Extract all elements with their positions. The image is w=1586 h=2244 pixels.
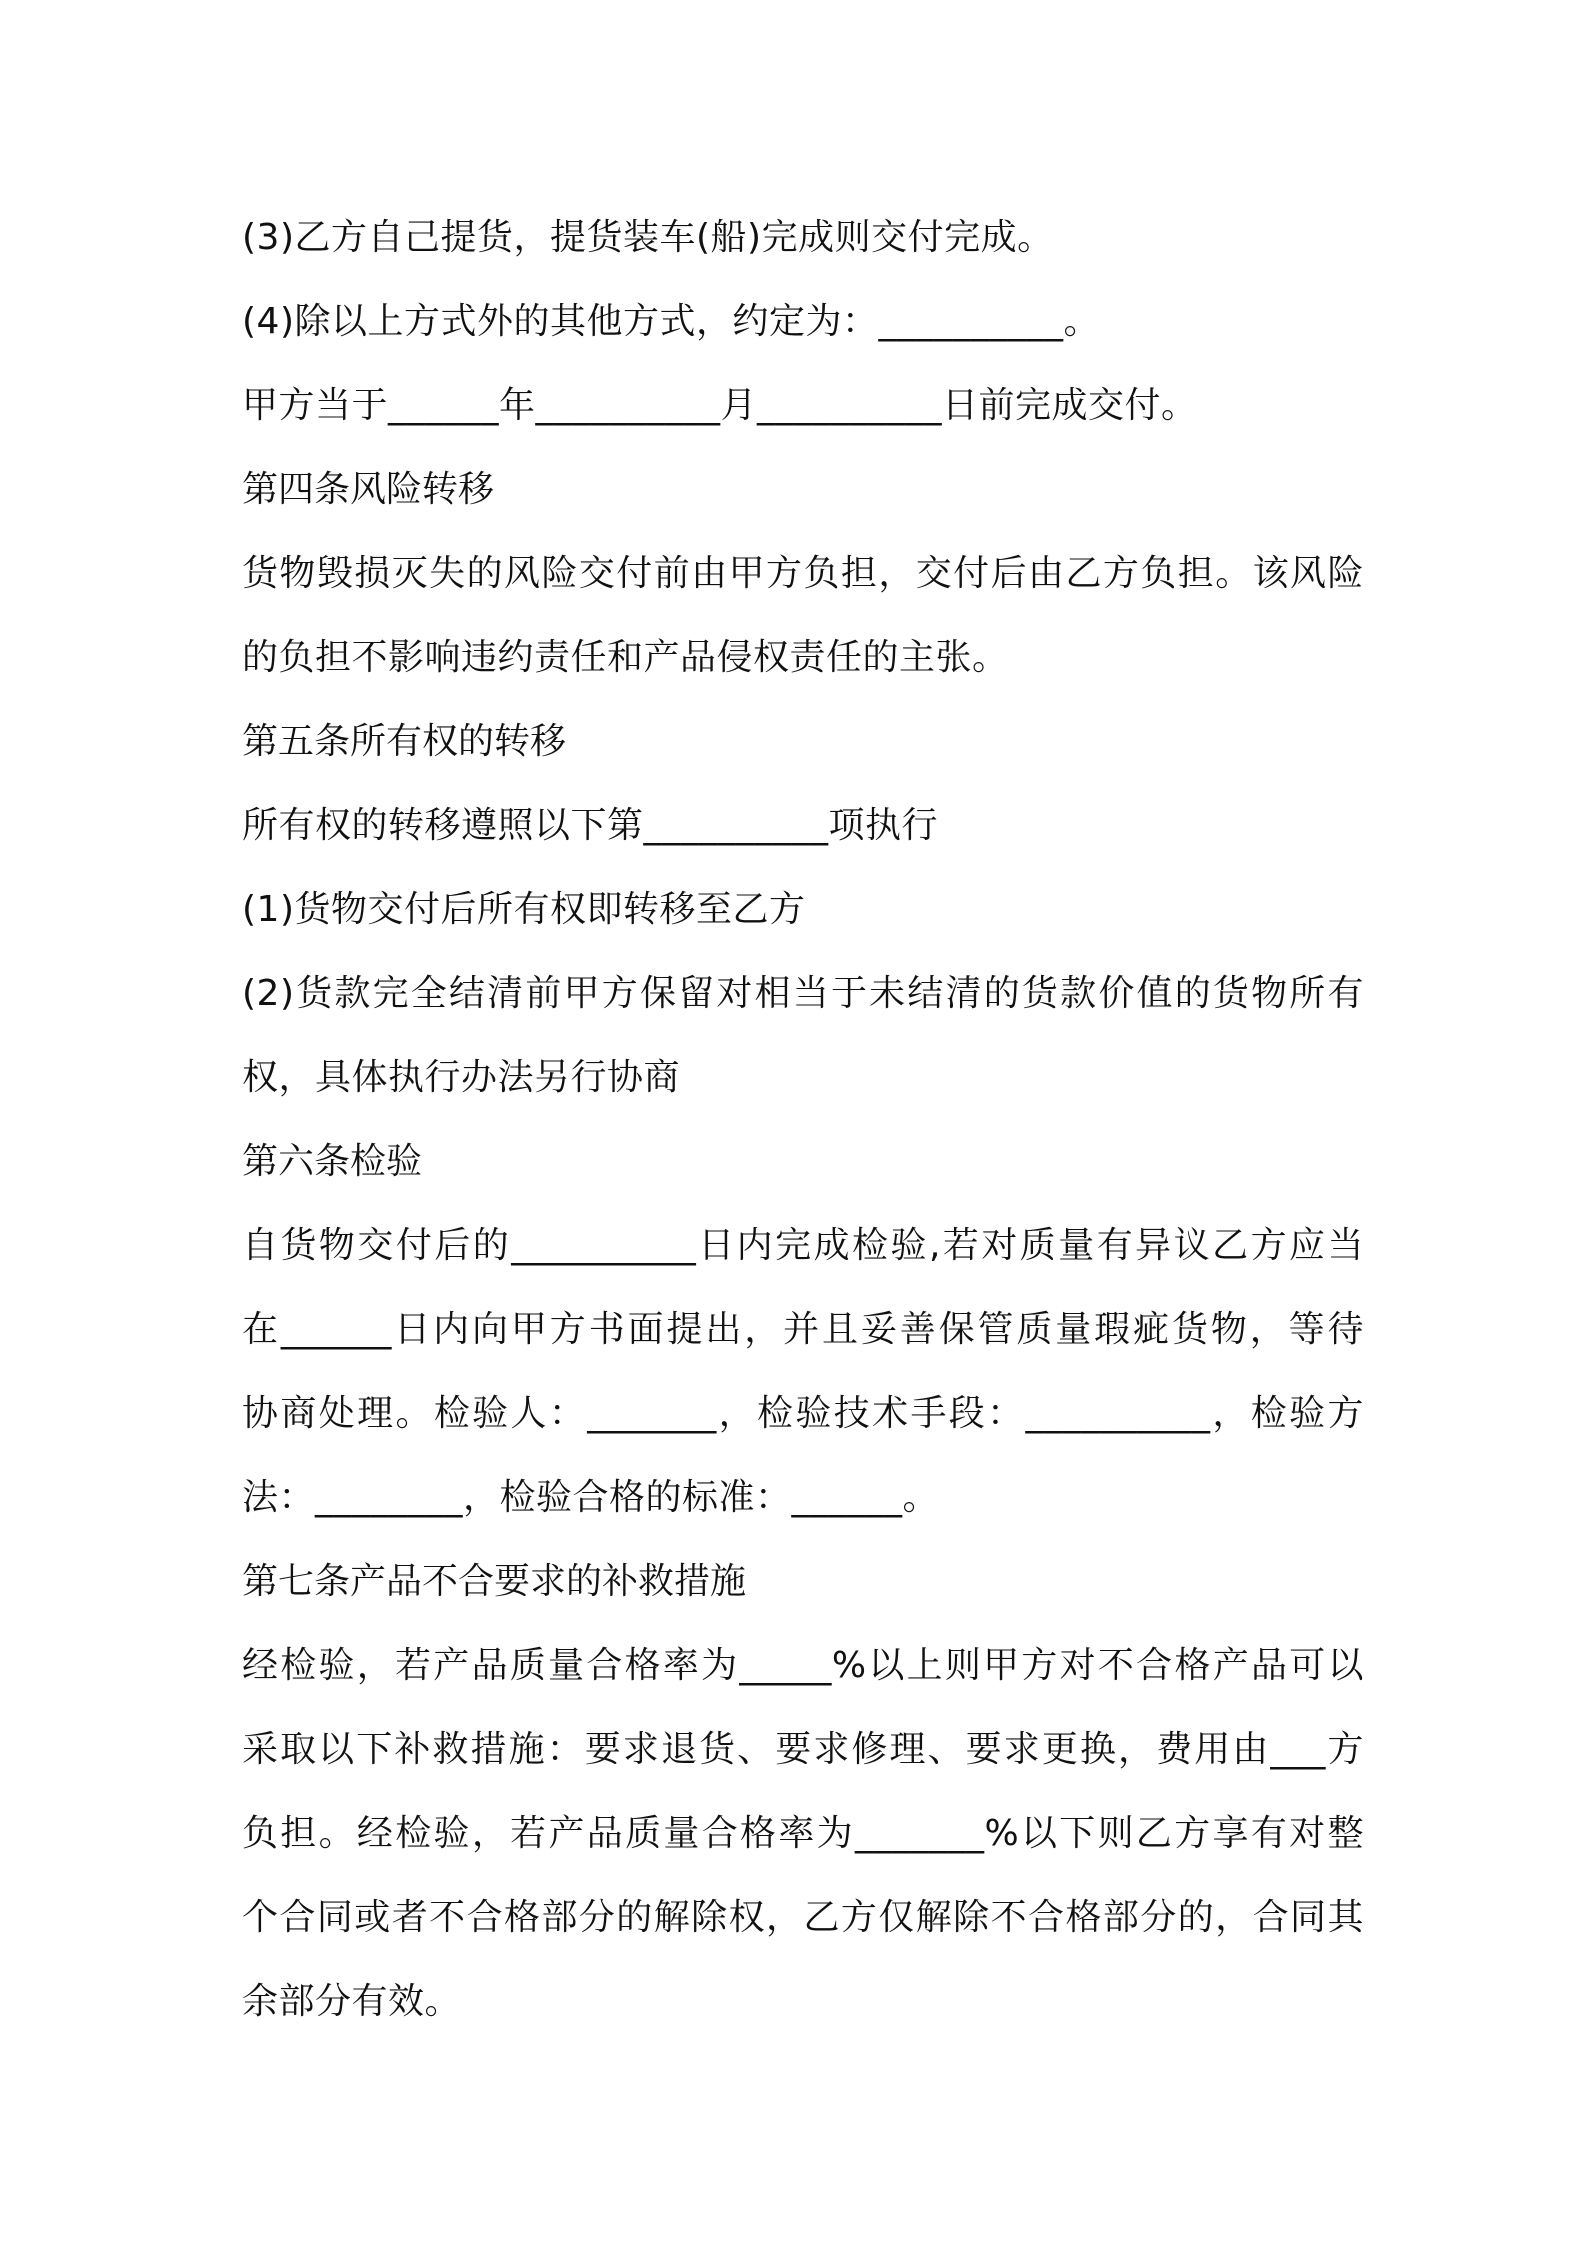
remedy-text-4: 个合同或者不合格部分的解除权，乙方仅解除不合格部分的，合同其 [242, 1897, 1364, 1938]
ownership-item-1: (1)货物交付后所有权即转移至乙方 [242, 889, 806, 930]
article-5-heading: 第五条所有权的转移 [242, 721, 567, 762]
ownership-item-2-line-1: (2)货款完全结清前甲方保留对相当于未结清的货款价值的货物所有 [242, 973, 1364, 1014]
inspection-text-2: 在______日内向甲方书面提出，并且妥善保管质量瑕疵货物，等待 [242, 1309, 1364, 1350]
clause-item-3-self-pickup: (3)乙方自己提货，提货装车(船)完成则交付完成。 [242, 217, 1054, 258]
risk-transfer-text-2: 的负担不影响违约责任和产品侵权责任的主张。 [242, 637, 1009, 678]
remedy-text-2: 采取以下补救措施：要求退货、要求修理、要求更换，费用由___方 [242, 1729, 1364, 1770]
inspection-text-3: 协商处理。检验人：_______，检验技术手段：__________，检验方 [242, 1393, 1364, 1434]
document-body [242, 196, 1364, 2044]
article-7-heading: 第七条产品不合要求的补救措施 [242, 1561, 747, 1602]
remedy-text-3: 负担。经检验，若产品质量合格率为_______%以下则乙方享有对整 [242, 1813, 1364, 1854]
remedy-text-1: 经检验，若产品质量合格率为_____%以上则甲方对不合格产品可以 [242, 1645, 1364, 1686]
inspection-text-4: 法：________，检验合格的标准：______。 [242, 1477, 940, 1518]
article-6-heading: 第六条检验 [242, 1141, 423, 1182]
article-4-heading: 第四条风险转移 [242, 469, 495, 510]
clause-item-4-other-method: (4)除以上方式外的其他方式，约定为：__________。 [242, 301, 1100, 342]
remedy-text-5: 余部分有效。 [242, 1981, 462, 2022]
risk-transfer-text-1: 货物毁损灭失的风险交付前由甲方负担，交付后由乙方负担。该风险 [242, 553, 1364, 594]
delivery-date-line: 甲方当于______年__________月__________日前完成交付。 [242, 385, 1198, 426]
ownership-item-2-line-2: 权，具体执行办法另行协商 [242, 1057, 681, 1098]
inspection-text-1: 自货物交付后的__________日内完成检验,若对质量有异议乙方应当 [242, 1225, 1364, 1266]
ownership-transfer-text: 所有权的转移遵照以下第__________项执行 [242, 805, 939, 846]
